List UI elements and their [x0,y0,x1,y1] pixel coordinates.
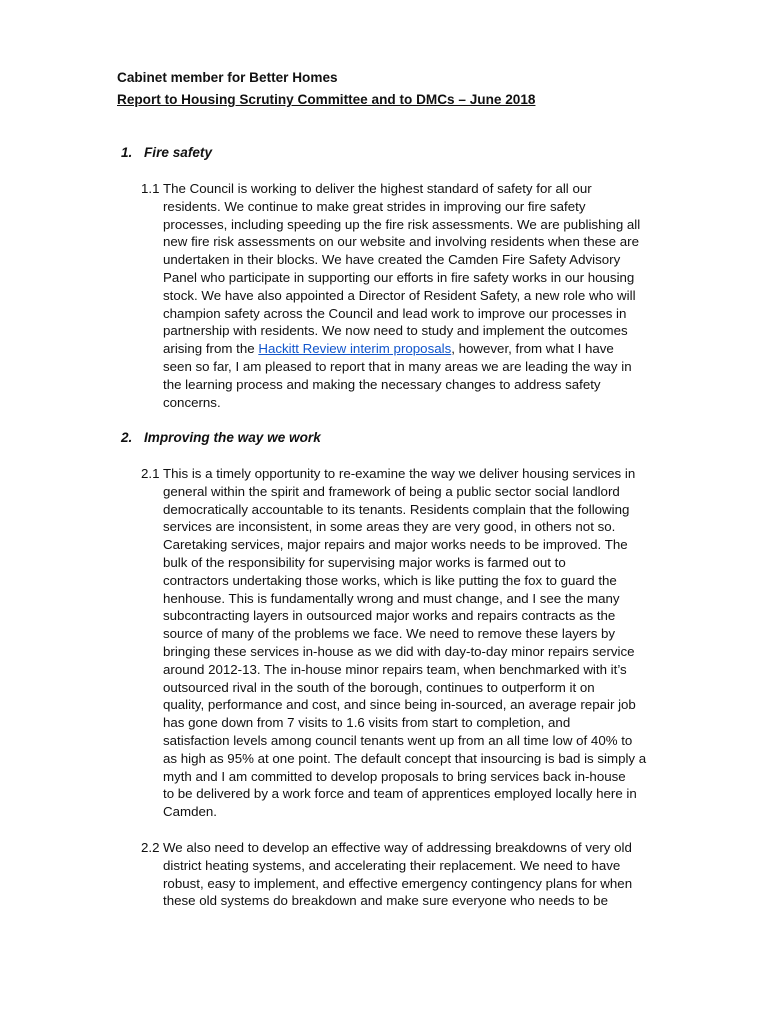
paragraph-text [163,839,681,910]
text-line: contractors undertaking those works, which is like putting the fox to guard the [163,572,617,588]
text-line: undertaken in their blocks. We have created the Camden Fire Safety Advisory [163,252,621,268]
text-line: henhouse. This is fundamentally wrong and must change, and I see the many [163,590,620,606]
text-line: outsourced rival in the south of the borough, continues to outperform it on [163,679,595,695]
document-subtitle: Report to Housing Scrutiny Committee and to DMCs – June 2018 [117,92,536,107]
text-line: quality, performance and cost, and since being in-sourced, an average repair job [163,697,636,713]
text-line: bulk of the responsibility for supervising major works is farmed out to [163,554,566,570]
text-line-with-link [163,340,681,358]
section-heading-fire-safety [121,144,212,162]
text-line: residents. We continue to make great strides in improving our fire safety [163,198,586,214]
section-title: Improving the way we work [144,430,321,445]
text-line: these old systems do breakdown and make sure everyone who needs to be [163,893,608,909]
text-line: subcontracting layers in outsourced major works and repairs contracts as the [163,608,616,624]
link-suffix: , however, from what I have [451,341,614,357]
section-heading-improving-the-way-we-work [121,429,321,447]
text-line: around 2012-13. The in-house minor repairs team, when benchmarked with it’s [163,661,627,677]
text-line: satisfaction levels among council tenants went up from an all time low of 40% to [163,732,633,748]
text-line: general within the spirit and framework of being a public sector social landlord [163,483,620,499]
text-line: seen so far, I am pleased to report that in many areas we are leading the way in [163,358,632,374]
text-line: We also need to develop an effective way of addressing breakdowns of very old [163,840,632,855]
text-line: has gone down from 7 visits to 1.6 visits from start to completion, and [163,715,571,731]
text-line: source of many of the problems we face. We need to remove these layers by [163,626,616,642]
text-line: partnership with residents. We now need to study and implement the outcomes [163,323,628,339]
document-title: Cabinet member for Better Homes [117,70,338,85]
paragraph-1-1 [141,180,681,411]
paragraph-text [163,180,681,411]
text-line: concerns. [163,394,221,410]
text-line: stock. We have also appointed a Director of Resident Safety, a new role who will [163,287,636,303]
text-line: myth and I am committed to develop proposals to bring services back in-house [163,768,626,784]
link-prefix: arising from the [163,341,259,357]
paragraph-2-1 [141,465,681,821]
section-number: 2. [121,430,133,445]
text-line: This is a timely opportunity to re-examine the way we deliver housing services in [163,466,636,481]
paragraph-2-2 [141,839,681,910]
text-line: democratically accountable to its tenants. Residents complain that the following [163,501,630,517]
section-title: Fire safety [144,145,213,160]
text-line: Camden. [163,804,217,820]
text-line: The Council is working to deliver the highest standard of safety for all our [163,181,592,196]
hackitt-review-link[interactable]: Hackitt Review interim proposals [258,341,452,357]
section-number: 1. [121,145,133,160]
paragraph-text [163,465,681,821]
text-line: Panel who participate in supporting our efforts in fire safety works in our housing [163,269,635,285]
text-line: to be delivered by a work force and team of apprentices employed locally here in [163,786,637,802]
text-line: processes, including speeding up the fire risk assessments. We are publishing all [163,216,641,232]
paragraph-number: 1.1 [141,181,160,196]
text-line: new fire risk assessments on our website and involving residents when these are [163,234,639,250]
text-line: robust, easy to implement, and effective emergency contingency plans for when [163,875,633,891]
text-line: district heating systems, and accelerating their replacement. We need to have [163,857,621,873]
text-line: the learning process and making the necessary changes to address safety [163,376,601,392]
paragraph-number: 2.2 [141,840,160,855]
paragraph-number: 2.1 [141,466,160,481]
text-line: Caretaking services, major repairs and major works needs to be improved. The [163,537,628,553]
text-line: services are inconsistent, in some areas they are very good, in others not so. [163,519,616,535]
text-line: champion safety across the Council and lead work to improve our processes in [163,305,627,321]
text-line: bringing these services in-house as we did with day-to-day minor repairs service [163,643,635,659]
text-line: as high as 95% at one point. The default concept that insourcing is bad is simply a [163,750,647,766]
